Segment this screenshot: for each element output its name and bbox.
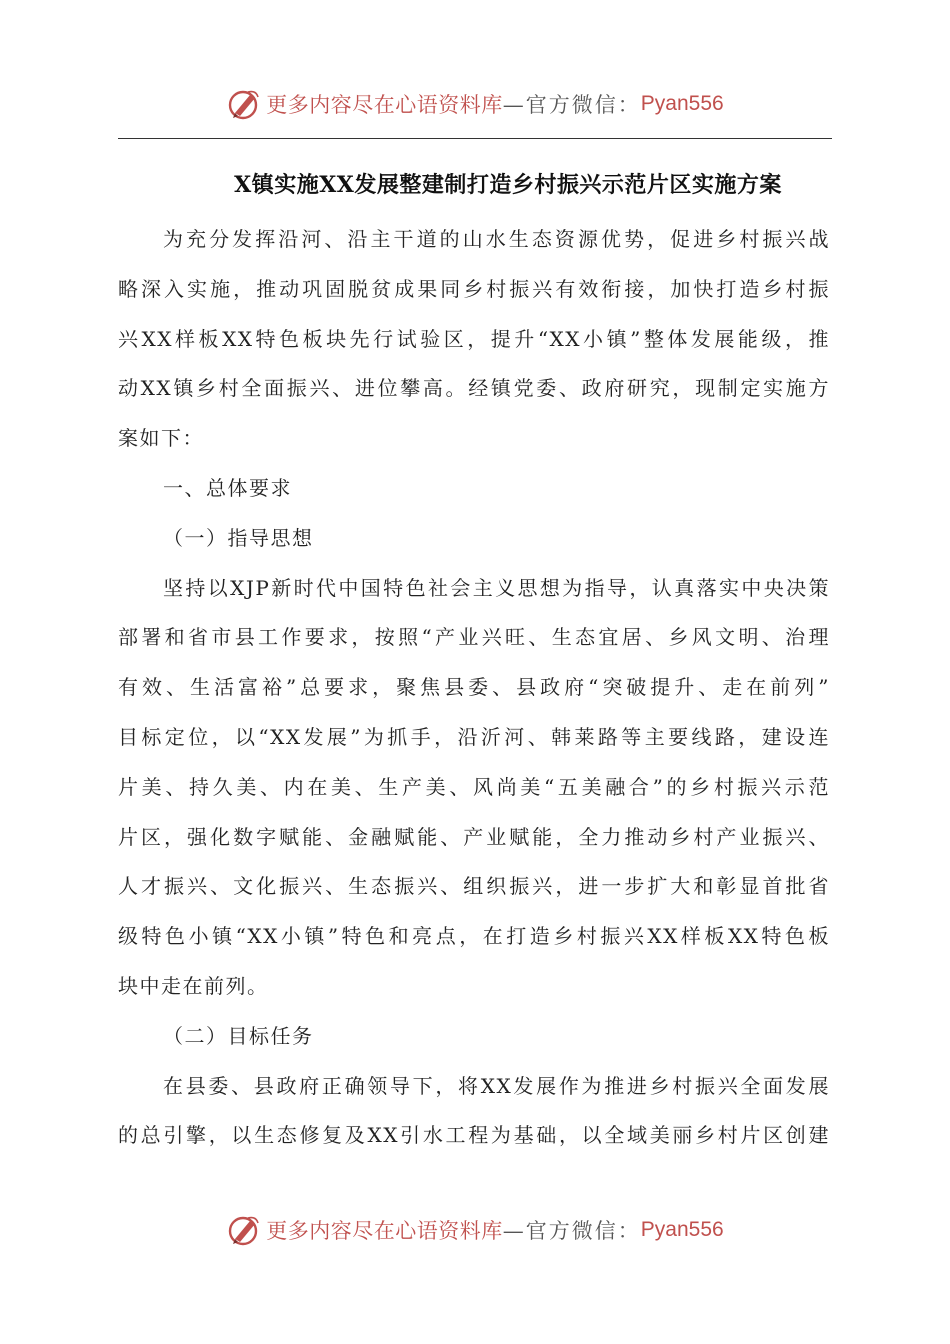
body-line: 案如下：	[118, 426, 204, 451]
footer-banner	[0, 1208, 950, 1252]
body-line: 的总引擎，以生态修复及XX引水工程为基础，以全域美丽乡村片区创建	[118, 1123, 830, 1148]
subsection-heading: （一）指导思想	[163, 525, 314, 550]
banner-wechat-id: Pyan556	[640, 1218, 724, 1241]
body-line: 在县委、县政府正确领导下，将XX发展作为推进乡村振兴全面发展	[163, 1073, 830, 1098]
body-line: 兴XX样板XX特色板块先行试验区，提升“XX小镇”整体发展能级，推	[118, 326, 830, 351]
body-line: 有效、生活富裕”总要求，聚焦县委、县政府“突破提升、走在前列”	[118, 675, 830, 700]
header-divider	[118, 138, 832, 139]
section-heading: 一、总体要求	[163, 475, 292, 500]
document-body	[118, 222, 830, 1168]
banner-wechat-label: —官方微信：	[502, 1219, 641, 1243]
banner-wechat-id: Pyan556	[640, 92, 724, 115]
subsection-heading: （二）目标任务	[163, 1023, 314, 1048]
body-line: 部署和省市县工作要求，按照“产业兴旺、生态宜居、乡风文明、治理	[118, 625, 830, 650]
body-line: 块中走在前列。	[118, 973, 269, 998]
body-line: 级特色小镇“XX小镇”特色和亮点，在打造乡村振兴XX样板XX特色板	[118, 924, 830, 949]
pen-logo-icon	[226, 86, 262, 122]
body-line: 坚持以XJP新时代中国特色社会主义思想为指导，认真落实中央决策	[163, 575, 830, 600]
banner-slogan: 更多内容尽在心语资料库	[266, 93, 503, 117]
banner-wechat-label: —官方微信：	[502, 93, 641, 117]
body-line: 片美、持久美、内在美、生产美、风尚美“五美融合”的乡村振兴示范	[118, 774, 830, 799]
body-line: 人才振兴、文化振兴、生态振兴、组织振兴，进一步扩大和彰显首批省	[118, 874, 830, 899]
body-line: 目标定位，以“XX发展”为抓手，沿沂河、韩莱路等主要线路，建设连	[118, 724, 830, 749]
body-line: 略深入实施，推动巩固脱贫成果同乡村振兴有效衔接，加快打造乡村振	[118, 276, 830, 301]
body-line: 动XX镇乡村全面振兴、进位攀高。经镇党委、政府研究，现制定实施方	[118, 376, 830, 401]
document-title: X镇实施XX发展整建制打造乡村振兴示范片区实施方案	[234, 172, 782, 198]
banner-slogan: 更多内容尽在心语资料库	[266, 1219, 503, 1243]
body-line: 为充分发挥沿河、沿主干道的山水生态资源优势，促进乡村振兴战	[163, 227, 830, 251]
pen-logo-icon	[226, 1212, 262, 1248]
header-banner	[0, 82, 950, 126]
body-line: 片区，强化数字赋能、金融赋能、产业赋能，全力推动乡村产业振兴、	[118, 824, 830, 849]
